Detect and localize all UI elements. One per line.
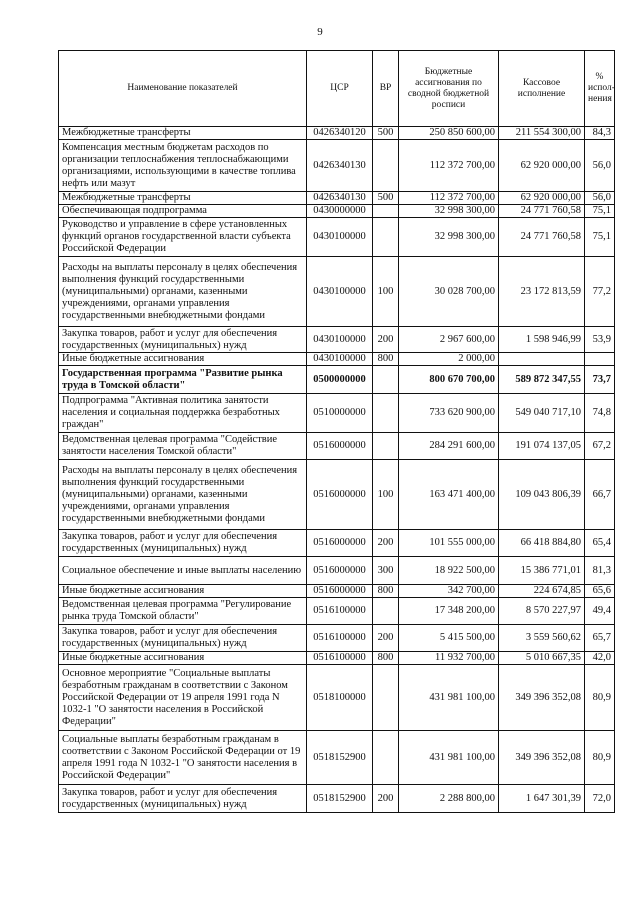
row-allocation: 18 922 500,00 bbox=[399, 557, 499, 585]
row-name: Иные бюджетные ассигнования bbox=[59, 585, 307, 598]
row-vr: 300 bbox=[373, 557, 399, 585]
row-cash-execution: 24 771 760,58 bbox=[499, 218, 585, 257]
row-percent: 66,7 bbox=[585, 460, 615, 530]
row-allocation: 30 028 700,00 bbox=[399, 257, 499, 327]
row-name: Расходы на выплаты персоналу в целях обеспечения выполнения функций государственными (муниципальными) органами, казенными учреждениями, органами управления государственными внебюджетными фондами bbox=[59, 460, 307, 530]
row-allocation: 2 000,00 bbox=[399, 353, 499, 366]
table-header-row bbox=[59, 51, 615, 127]
row-csr: 0516000000 bbox=[307, 433, 373, 460]
row-csr: 0516000000 bbox=[307, 460, 373, 530]
row-percent: 81,3 bbox=[585, 557, 615, 585]
budget-execution-table bbox=[58, 50, 615, 813]
row-percent: 73,7 bbox=[585, 366, 615, 394]
table-row bbox=[59, 366, 615, 394]
row-percent: 72,0 bbox=[585, 785, 615, 813]
row-vr: 500 bbox=[373, 127, 399, 140]
row-vr: 500 bbox=[373, 192, 399, 205]
row-vr: 800 bbox=[373, 652, 399, 665]
table-row bbox=[59, 433, 615, 460]
row-percent: 77,2 bbox=[585, 257, 615, 327]
row-cash-execution: 23 172 813,59 bbox=[499, 257, 585, 327]
table-row bbox=[59, 585, 615, 598]
row-vr bbox=[373, 433, 399, 460]
row-cash-execution: 24 771 760,58 bbox=[499, 205, 585, 218]
row-name: Социальное обеспечение и иные выплаты населению bbox=[59, 557, 307, 585]
row-csr: 0516100000 bbox=[307, 625, 373, 652]
row-csr: 0516000000 bbox=[307, 530, 373, 557]
row-csr: 0430100000 bbox=[307, 218, 373, 257]
row-name: Расходы на выплаты персоналу в целях обеспечения выполнения функций государственными (муниципальными) органами, казенными учреждениями, органами управления государственными внебюджетными фондами bbox=[59, 257, 307, 327]
row-cash-execution: 109 043 806,39 bbox=[499, 460, 585, 530]
row-name: Подпрограмма "Активная политика занятости населения и социальная поддержка безработных граждан" bbox=[59, 394, 307, 433]
table-row bbox=[59, 530, 615, 557]
row-name: Закупка товаров, работ и услуг для обеспечения государственных (муниципальных) нужд bbox=[59, 327, 307, 353]
table-row bbox=[59, 127, 615, 140]
table-row bbox=[59, 192, 615, 205]
row-percent: 75,1 bbox=[585, 218, 615, 257]
row-name: Руководство и управление в сфере установленных функций органов государственной власти субъекта Российской Федерации bbox=[59, 218, 307, 257]
row-cash-execution: 349 396 352,08 bbox=[499, 731, 585, 785]
row-csr: 0518152900 bbox=[307, 785, 373, 813]
row-name: Межбюджетные трансферты bbox=[59, 192, 307, 205]
row-vr bbox=[373, 205, 399, 218]
row-cash-execution: 191 074 137,05 bbox=[499, 433, 585, 460]
row-allocation: 2 288 800,00 bbox=[399, 785, 499, 813]
row-percent: 49,4 bbox=[585, 598, 615, 625]
row-allocation: 112 372 700,00 bbox=[399, 140, 499, 192]
table-row bbox=[59, 257, 615, 327]
row-csr: 0430100000 bbox=[307, 353, 373, 366]
table-row bbox=[59, 665, 615, 731]
row-vr bbox=[373, 140, 399, 192]
row-csr: 0516100000 bbox=[307, 652, 373, 665]
row-cash-execution: 211 554 300,00 bbox=[499, 127, 585, 140]
row-cash-execution: 62 920 000,00 bbox=[499, 192, 585, 205]
page-number: 9 bbox=[317, 26, 323, 38]
table-row bbox=[59, 353, 615, 366]
row-name: Социальные выплаты безработным гражданам в соответствии с Законом Российской Федерации от 19 апреля 1991 года N 1032-1 "О занятости населения в Российской Федерации" bbox=[59, 731, 307, 785]
table-row bbox=[59, 218, 615, 257]
row-allocation: 101 555 000,00 bbox=[399, 530, 499, 557]
row-allocation: 284 291 600,00 bbox=[399, 433, 499, 460]
row-cash-execution: 1 598 946,99 bbox=[499, 327, 585, 353]
header-name: Наименование показателей bbox=[59, 51, 307, 127]
row-vr: 800 bbox=[373, 353, 399, 366]
row-name: Иные бюджетные ассигнования bbox=[59, 652, 307, 665]
row-csr: 0430100000 bbox=[307, 327, 373, 353]
row-vr bbox=[373, 731, 399, 785]
table-row bbox=[59, 625, 615, 652]
table-row bbox=[59, 598, 615, 625]
row-percent: 65,6 bbox=[585, 585, 615, 598]
table-row bbox=[59, 140, 615, 192]
row-allocation: 733 620 900,00 bbox=[399, 394, 499, 433]
table-row bbox=[59, 785, 615, 813]
row-cash-execution: 549 040 717,10 bbox=[499, 394, 585, 433]
row-vr bbox=[373, 218, 399, 257]
header-allocations: Бюджетные ассигнования по сводной бюджетной росписи bbox=[399, 51, 499, 127]
row-csr: 0510000000 bbox=[307, 394, 373, 433]
row-cash-execution: 15 386 771,01 bbox=[499, 557, 585, 585]
row-cash-execution bbox=[499, 353, 585, 366]
row-csr: 0516000000 bbox=[307, 585, 373, 598]
row-vr: 800 bbox=[373, 585, 399, 598]
row-vr: 200 bbox=[373, 327, 399, 353]
row-percent: 42,0 bbox=[585, 652, 615, 665]
row-percent: 84,3 bbox=[585, 127, 615, 140]
row-cash-execution: 1 647 301,39 bbox=[499, 785, 585, 813]
row-percent: 53,9 bbox=[585, 327, 615, 353]
header-cash-execution: Кассовое исполнение bbox=[499, 51, 585, 127]
row-vr bbox=[373, 598, 399, 625]
header-vr: ВР bbox=[373, 51, 399, 127]
table-row bbox=[59, 460, 615, 530]
row-name: Государственная программа "Развитие рынка труда в Томской области" bbox=[59, 366, 307, 394]
table-row bbox=[59, 731, 615, 785]
row-name: Межбюджетные трансферты bbox=[59, 127, 307, 140]
row-cash-execution: 66 418 884,80 bbox=[499, 530, 585, 557]
table-row bbox=[59, 394, 615, 433]
header-percent: % испол-нения bbox=[585, 51, 615, 127]
row-vr: 200 bbox=[373, 785, 399, 813]
row-cash-execution: 224 674,85 bbox=[499, 585, 585, 598]
row-vr: 200 bbox=[373, 625, 399, 652]
row-name: Закупка товаров, работ и услуг для обеспечения государственных (муниципальных) нужд bbox=[59, 785, 307, 813]
row-allocation: 250 850 600,00 bbox=[399, 127, 499, 140]
header-csr: ЦСР bbox=[307, 51, 373, 127]
row-cash-execution: 3 559 560,62 bbox=[499, 625, 585, 652]
table-row bbox=[59, 205, 615, 218]
row-csr: 0426340120 bbox=[307, 127, 373, 140]
row-name: Закупка товаров, работ и услуг для обеспечения государственных (муниципальных) нужд bbox=[59, 625, 307, 652]
row-csr: 0426340130 bbox=[307, 192, 373, 205]
row-name: Закупка товаров, работ и услуг для обеспечения государственных (муниципальных) нужд bbox=[59, 530, 307, 557]
row-percent bbox=[585, 353, 615, 366]
row-percent: 74,8 bbox=[585, 394, 615, 433]
row-allocation: 11 932 700,00 bbox=[399, 652, 499, 665]
row-percent: 67,2 bbox=[585, 433, 615, 460]
row-allocation: 112 372 700,00 bbox=[399, 192, 499, 205]
row-cash-execution: 349 396 352,08 bbox=[499, 665, 585, 731]
row-percent: 80,9 bbox=[585, 731, 615, 785]
row-percent: 80,9 bbox=[585, 665, 615, 731]
row-allocation: 342 700,00 bbox=[399, 585, 499, 598]
row-cash-execution: 8 570 227,97 bbox=[499, 598, 585, 625]
row-allocation: 32 998 300,00 bbox=[399, 205, 499, 218]
row-csr: 0426340130 bbox=[307, 140, 373, 192]
row-csr: 0430000000 bbox=[307, 205, 373, 218]
table-row bbox=[59, 652, 615, 665]
row-percent: 65,4 bbox=[585, 530, 615, 557]
row-cash-execution: 589 872 347,55 bbox=[499, 366, 585, 394]
row-vr: 100 bbox=[373, 257, 399, 327]
row-allocation: 5 415 500,00 bbox=[399, 625, 499, 652]
row-cash-execution: 5 010 667,35 bbox=[499, 652, 585, 665]
row-vr: 100 bbox=[373, 460, 399, 530]
row-csr: 0430100000 bbox=[307, 257, 373, 327]
row-allocation: 32 998 300,00 bbox=[399, 218, 499, 257]
table-row bbox=[59, 327, 615, 353]
row-name: Компенсация местным бюджетам расходов по организации теплоснабжения теплоснабжающими организациями, использующими в качестве топлива нефть или мазут bbox=[59, 140, 307, 192]
row-csr: 0500000000 bbox=[307, 366, 373, 394]
row-allocation: 17 348 200,00 bbox=[399, 598, 499, 625]
row-csr: 0518152900 bbox=[307, 731, 373, 785]
row-vr: 200 bbox=[373, 530, 399, 557]
row-percent: 65,7 bbox=[585, 625, 615, 652]
row-name: Иные бюджетные ассигнования bbox=[59, 353, 307, 366]
row-allocation: 2 967 600,00 bbox=[399, 327, 499, 353]
row-csr: 0518100000 bbox=[307, 665, 373, 731]
row-csr: 0516100000 bbox=[307, 598, 373, 625]
row-allocation: 800 670 700,00 bbox=[399, 366, 499, 394]
row-allocation: 431 981 100,00 bbox=[399, 731, 499, 785]
row-name: Основное мероприятие "Социальные выплаты безработным гражданам в соответствии с Законом Российской Федерации от 19 апреля 1991 года N 1032-1 "О занятости населения в Российской Федерации" bbox=[59, 665, 307, 731]
row-vr bbox=[373, 366, 399, 394]
row-name: Ведомственная целевая программа "Регулирование рынка труда Томской области" bbox=[59, 598, 307, 625]
row-name: Ведомственная целевая программа "Содействие занятости населения Томской области" bbox=[59, 433, 307, 460]
row-percent: 56,0 bbox=[585, 140, 615, 192]
row-percent: 56,0 bbox=[585, 192, 615, 205]
table-row bbox=[59, 557, 615, 585]
row-vr bbox=[373, 665, 399, 731]
row-csr: 0516000000 bbox=[307, 557, 373, 585]
row-vr bbox=[373, 394, 399, 433]
row-name: Обеспечивающая подпрограмма bbox=[59, 205, 307, 218]
row-allocation: 431 981 100,00 bbox=[399, 665, 499, 731]
row-cash-execution: 62 920 000,00 bbox=[499, 140, 585, 192]
row-allocation: 163 471 400,00 bbox=[399, 460, 499, 530]
row-percent: 75,1 bbox=[585, 205, 615, 218]
